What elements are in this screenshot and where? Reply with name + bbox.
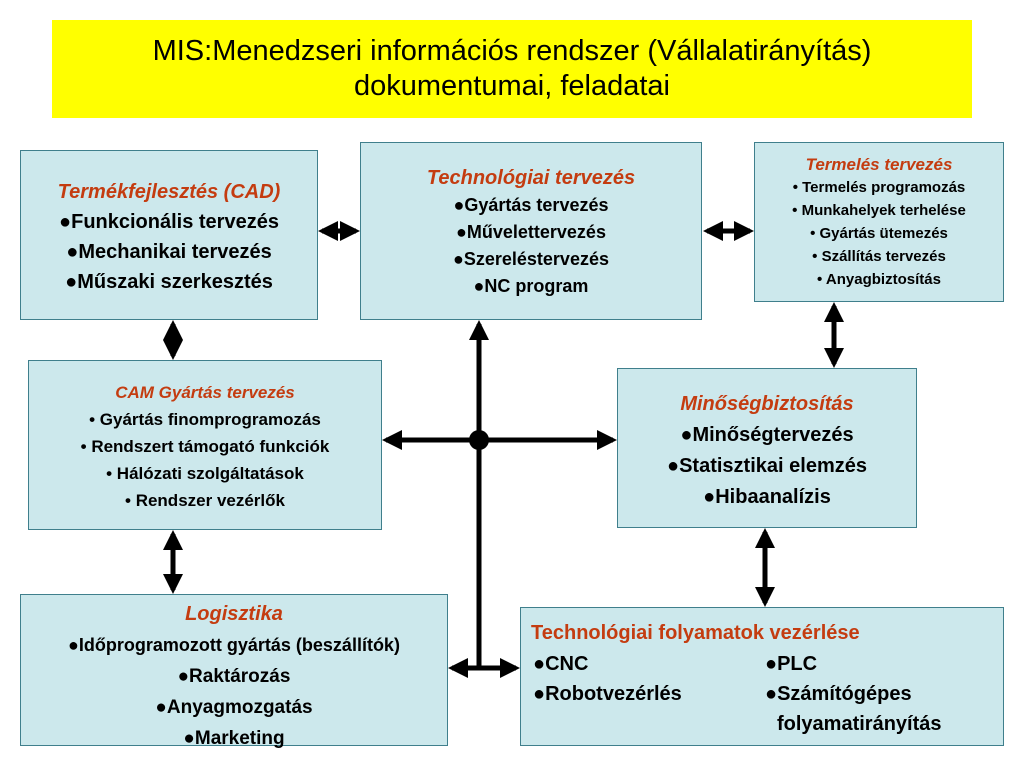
termeles-item-4: • Szállítás tervezés: [812, 248, 946, 265]
title-line-2: dokumentumai, feladatai: [354, 70, 670, 102]
minoseg-item-3: ●Hibaanalízis: [703, 486, 831, 508]
folyamat-item-cnc: ●CNC: [533, 653, 589, 675]
box-cad: [20, 150, 318, 320]
tech-item-2: ●Művelettervezés: [456, 222, 606, 242]
slide-title: [52, 20, 972, 118]
folyamat-left-column: [533, 649, 682, 709]
logisztika-item-4: ●Marketing: [183, 728, 285, 749]
box-folyamatok-vezerlese: [520, 607, 1004, 746]
tech-item-3: ●Szereléstervezés: [453, 249, 609, 269]
cam-item-4: • Rendszer vezérlők: [125, 491, 285, 510]
box-cam: [28, 360, 382, 530]
folyamat-right-column: [765, 649, 942, 739]
box-technologiai-tervezes: [360, 142, 702, 320]
folyamat-item-folyamatiranyitas: folyamatirányítás: [777, 713, 942, 735]
minoseg-item-2: ●Statisztikai elemzés: [667, 455, 867, 477]
termeles-heading: Termelés tervezés: [805, 155, 953, 174]
logisztika-item-3: ●Anyagmozgatás: [155, 697, 313, 718]
cam-item-2: • Rendszert támogató funkciók: [80, 437, 330, 456]
termeles-item-5: • Anyagbiztosítás: [817, 271, 941, 288]
folyamat-item-szamitogepes: ●Számítógépes: [765, 683, 912, 705]
folyamat-item-robot: ●Robotvezérlés: [533, 683, 682, 705]
cad-item-2: ●Mechanikai tervezés: [66, 241, 272, 263]
termeles-item-2: • Munkahelyek terhelése: [792, 202, 966, 219]
cam-item-1: • Gyártás finomprogramozás: [89, 410, 321, 429]
tech-item-4: ●NC program: [473, 276, 589, 296]
box-termeles-tervezes: [754, 142, 1004, 302]
cad-item-1: ●Funkcionális tervezés: [59, 211, 279, 233]
logisztika-item-2: ●Raktározás: [177, 666, 291, 687]
minoseg-item-1: ●Minőségtervezés: [680, 424, 854, 446]
cam-heading: CAM Gyártás tervezés: [115, 383, 295, 402]
hub-node: [469, 430, 489, 450]
cad-item-3: ●Műszaki szerkesztés: [65, 271, 273, 293]
folyamat-heading: Technológiai folyamatok vezérlése: [531, 622, 860, 644]
title-line-1: MIS:Menedzseri információs rendszer (Vállalatirányítás): [152, 35, 872, 67]
termeles-item-3: • Gyártás ütemezés: [810, 225, 948, 242]
tech-heading: Technológiai tervezés: [426, 167, 636, 189]
logisztika-heading: Logisztika: [185, 603, 283, 625]
tech-item-1: ●Gyártás tervezés: [453, 195, 609, 215]
box-logisztika: [20, 594, 448, 749]
box-minosegbiztositas: [617, 368, 917, 528]
minoseg-heading: Minőségbiztosítás: [680, 393, 854, 415]
logisztika-item-1: ●Időprogramozott gyártás (beszállítók): [68, 635, 400, 655]
cad-heading: Termékfejlesztés (CAD): [57, 181, 281, 203]
termeles-item-1: • Termelés programozás: [792, 179, 966, 196]
cam-item-3: • Hálózati szolgáltatások: [106, 464, 304, 483]
folyamat-item-plc: ●PLC: [765, 653, 818, 675]
